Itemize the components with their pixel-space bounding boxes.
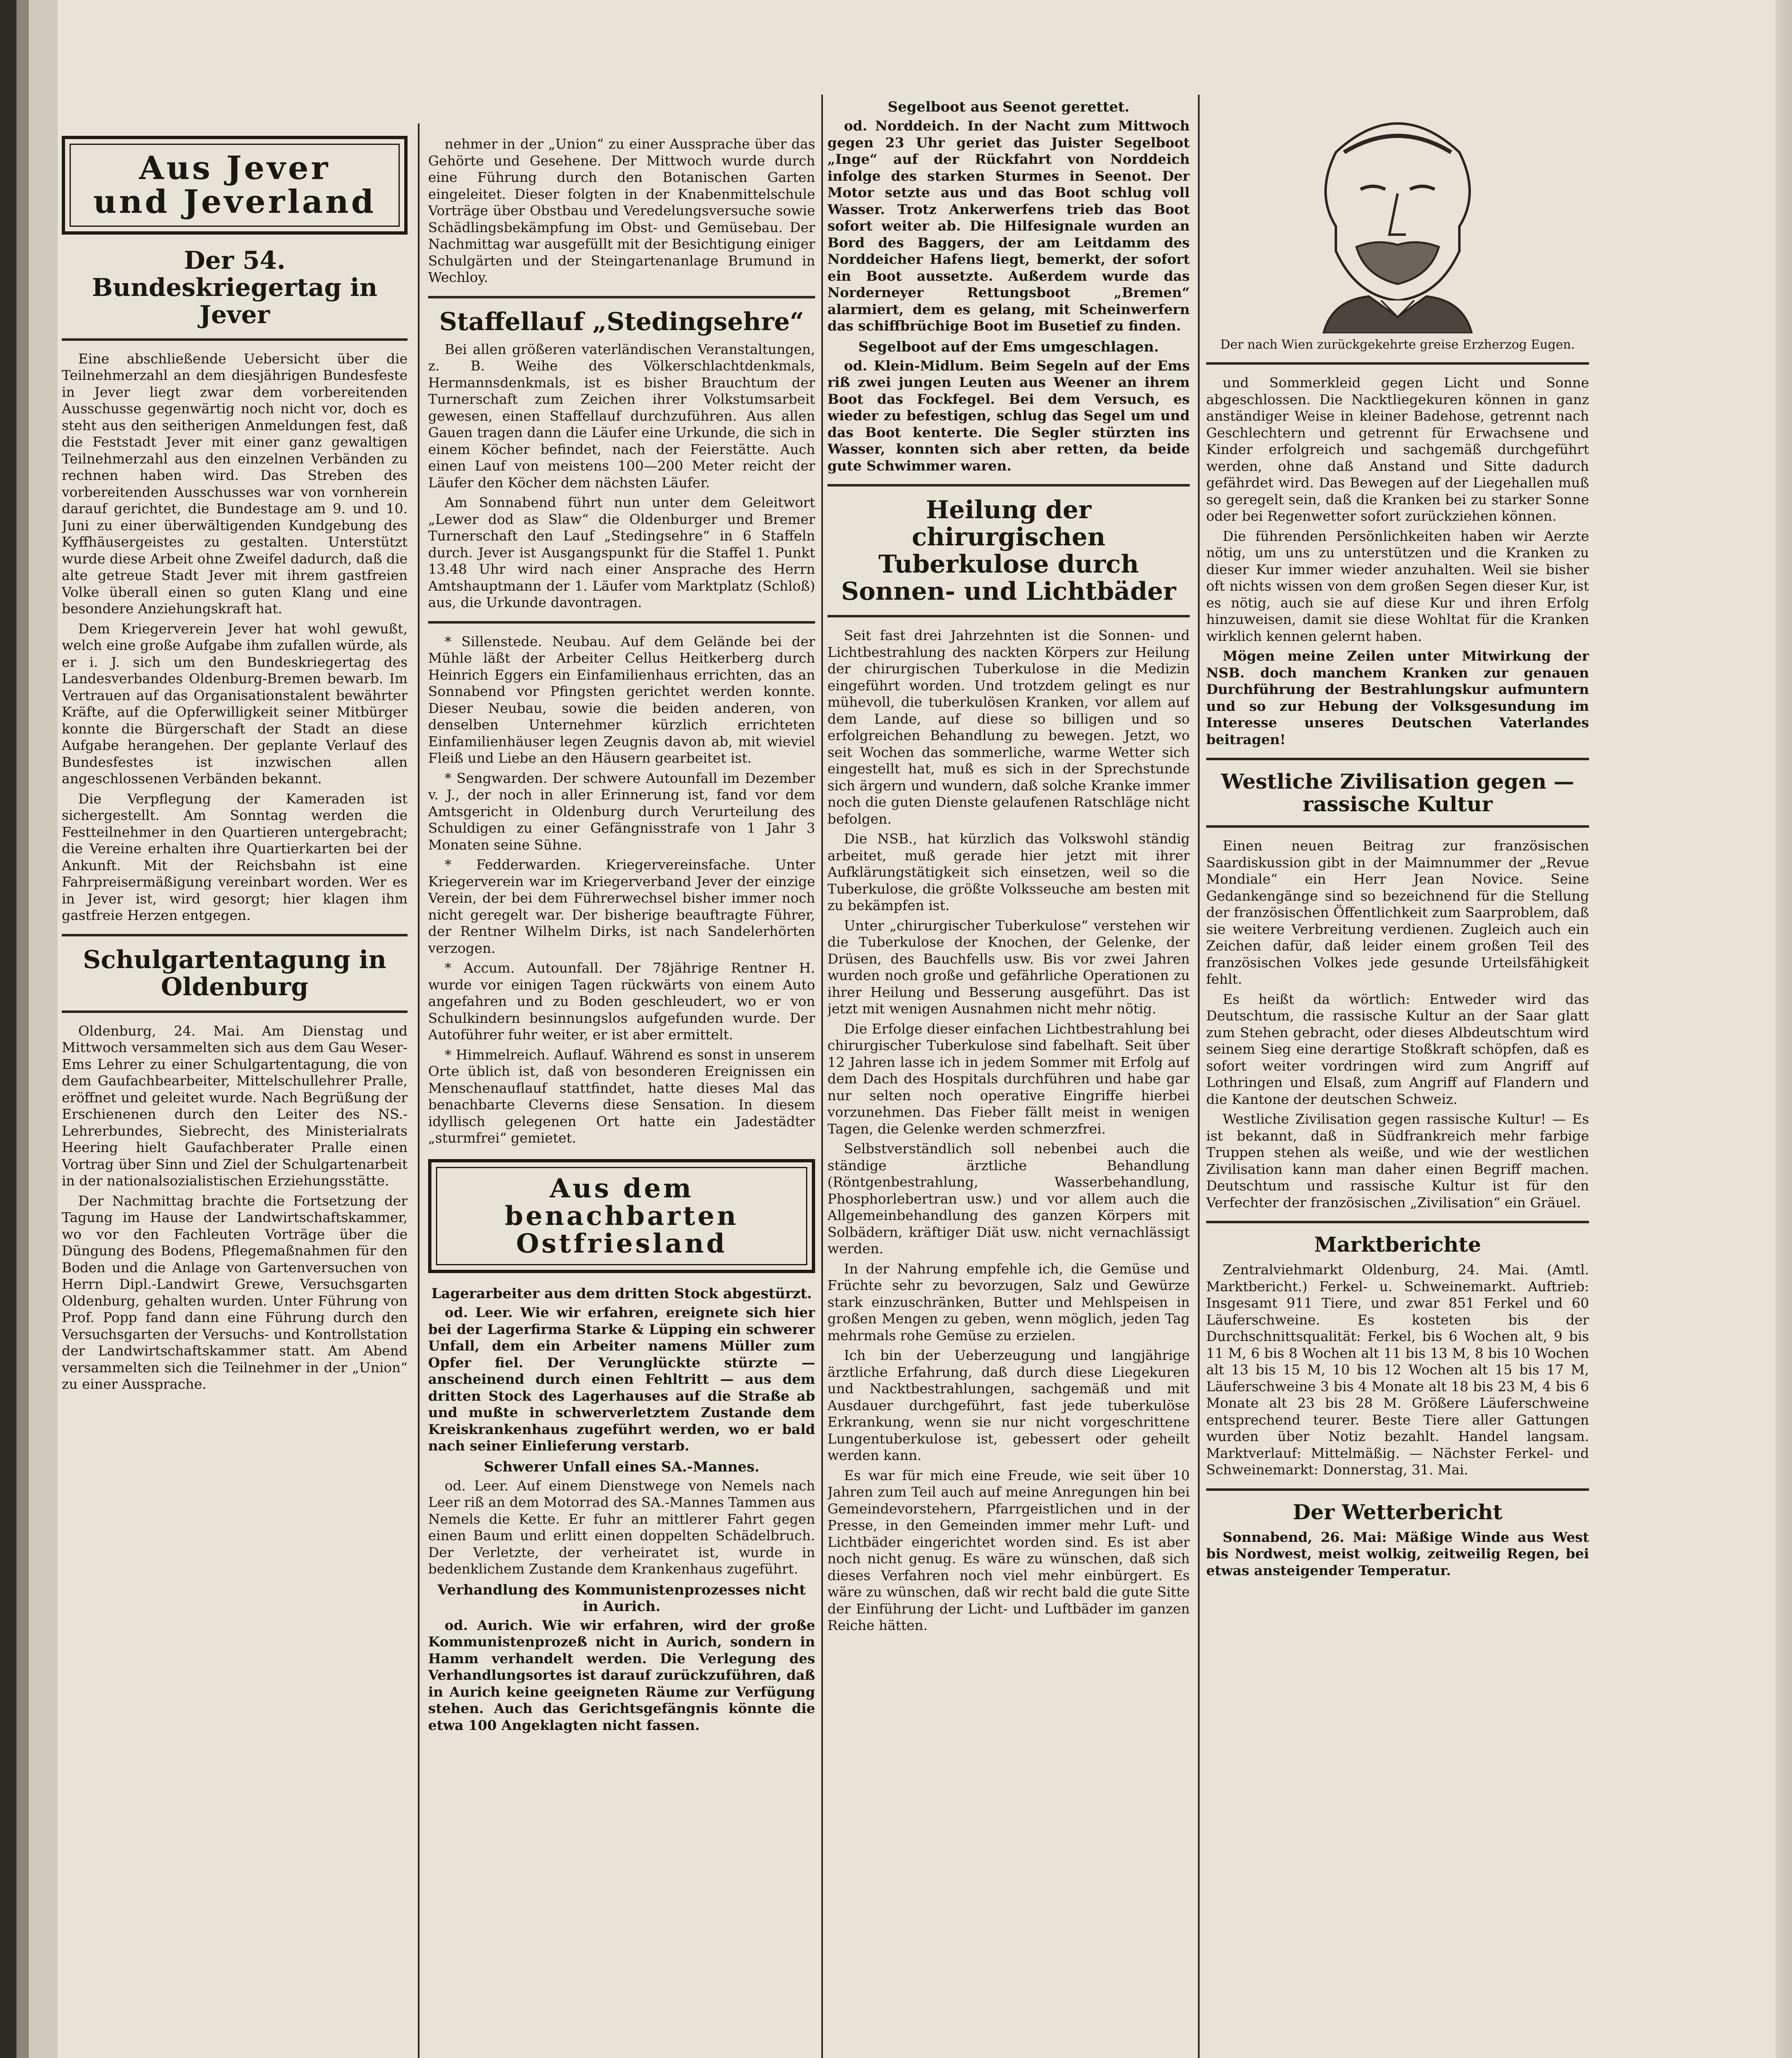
paragraph: Bei allen größeren vaterländischen Veranstaltungen, z. B. Weihe des Völkerschlachtdenkmals, Hermannsdenkmals, ist es bisher Brauchtum der Turnerschaft zum Zeichen ihrer Volkstumsarbeit gewesen, einen Staffellauf durchzuführen. Aus allen Gauen tragen dann die Läufer eine Urkunde, die sich in einem Köcher befindet, nach der Feierstätte. Auch einen Lauf von meistens 100—200 Meter reicht der Läufer den Köcher dem nächsten Läufer. <box>428 341 815 491</box>
paragraph: Es heißt da wörtlich: Entweder wird das Deutschtum, die rassische Kultur an der Saar glatt zum Stehen gebracht, oder dieses Albdeutschtum wird seinem Sieg eine derartige Stoßkraft schöpfen, daß es sofort weiter vordringen wird zum Angriff auf Lothringen und Elsaß, zum Angriff auf Flandern und die Kantone der deutschen Schweiz. <box>1206 991 1589 1107</box>
headline-lagerarbeiter: Lagerarbeiter aus dem dritten Stock abgestürzt. <box>431 1285 812 1302</box>
headline-zivilisation: Westliche Zivilisation gegen — rassische Kultur <box>1221 769 1574 816</box>
headline-staffellauf: Staffellauf „Stedingsehre“ <box>439 307 804 336</box>
rule <box>1206 1221 1589 1223</box>
section-header-jever <box>62 136 408 235</box>
rule <box>827 484 1190 487</box>
paragraph: Die Verpflegung der Kameraden ist sichergestellt. Am Sonntag werden die Festteilnehmer in den Quartieren untergebracht; die Vereine erhalten ihre Quartierkarten bei der Ankunft. Mit der Reichsbahn ist eine Fahrpreisermäßigung vereinbart worden. Wer es in Jever ist, wird gesorgt; hier klagen ihm gastfreie Herzen entgegen. <box>62 790 408 924</box>
portrait-caption: Der nach Wien zurückgekehrte greise Erzherzog Eugen. <box>1220 338 1575 352</box>
rule <box>428 621 815 624</box>
section-title-line-1: Aus dem benachbarten <box>505 1173 739 1232</box>
headline-heilung: Heilung der chirurgischen Tuberkulose durch Sonnen- und Lichtbäder <box>841 496 1176 606</box>
rule <box>827 615 1190 617</box>
right-page-edge <box>1776 0 1792 2058</box>
rule <box>1206 362 1589 365</box>
column-3 <box>827 95 1190 2058</box>
headline-schulgartentagung: Schulgartentagung in Oldenburg <box>83 945 387 1001</box>
paragraph: Die Erfolge dieser einfachen Lichtbestrahlung bei chirurgischer Tuberkulose sind fabelhaft. Seit über 12 Jahren lasse ich in jedem Sommer mit Erfolg auf dem Dach des Hospitals durchführen und habe gar nur selten noch operative Eingriffe hierbei vorzunehmen. Das Fieber fällt meist in wenigen Tagen, die Gelenke werden schmerzfrei. <box>827 1020 1190 1137</box>
section-title-line-2: und Jeverland <box>93 183 376 221</box>
column-rule-1 <box>418 123 419 2058</box>
rule <box>1206 1488 1589 1491</box>
paragraph: Sonnabend, 26. Mai: Mäßige Winde aus West bis Nordwest, meist wolkig, zeitweilig Regen, bei etwas ansteigender Temperatur. <box>1206 1529 1589 1578</box>
paragraph: Unter „chirurgischer Tuberkulose“ verstehen wir die Tuberkulose der Knochen, der Gelenke, der Drüsen, des Bauchfells usw. Bis vor zwei Jahren wurden noch große und gefährliche Operationen zu ihrer Heilung und Besserung ausgeführt. Das ist jetzt mit wenigen Ausnahmen nicht mehr nötig. <box>827 917 1190 1017</box>
section-title-line-2: Ostfriesland <box>516 1228 727 1259</box>
column-4 <box>1206 95 1589 2058</box>
paragraph: od. Leer. Auf einem Dienstwege von Nemels nach Leer riß an dem Motorrad des SA.-Mannes Tammen aus Nemels die Kette. Er fuhr an mittlerer Fahrt gegen einen Baum und erlitt einen doppelten Schädelbruch. Der Verletzte, der verheiratet ist, wurde in bedenklichem Zustande dem Krankenhaus zugeführt. <box>428 1477 815 1577</box>
paragraph: und Sommerkleid gegen Licht und Sonne abgeschlossen. Die Nacktliegekuren können in ganz anständiger Weise in kleiner Badehose, getrennt nach Geschlechtern und getrennt für Erwachsene und Kinder erfolgreich und sachgemäß durchgeführt werden, ohne daß Anstand und Sitte dadurch gefährdet wird. Das Bewegen auf der Liegehallen muß so geregelt sein, daß die Kranken bei zu starker Sonne oder bei Regenwetter sofort zurückziehen können. <box>1206 375 1589 524</box>
rule <box>428 296 815 298</box>
paragraph: Dem Kriegerverein Jever hat wohl gewußt, welch eine große Aufgabe ihm zufallen würde, als er i. J. sich um den Bundeskriegertag des Landesverbandes Oldenburg-Bremen bewarb. Im Vertrauen auf das Organisationstalent bewährter Kräfte, auf die Opferwilligkeit seiner Mitbürger konnte die Bürgerschaft der Stadt an diese Aufgabe herangehen. Der geplante Verlauf des Bundesfestes ist inzwischen allen angeschlossenen Verbänden bekannt. <box>62 620 408 787</box>
section-header-ostfriesland <box>428 1159 815 1273</box>
column-2 <box>428 136 815 2058</box>
headline-marktberichte: Marktberichte <box>1314 1232 1481 1257</box>
paragraph: Oldenburg, 24. Mai. Am Dienstag und Mittwoch versammelten sich aus dem Gau Weser-Ems Lehrer zu einer Schulgartentagung, die von dem Gaufachbearbeiter, Mittelschullehrer Pralle, eröffnet und geleitet wurde. Nach Begrüßung der Erschienenen durch den Leiter des NS.-Lehrerbundes, Siebrecht, des Ministerialrats Heering hielt Gaufachberater Pralle einen Vortrag über Sinn und Ziel der Schulgartenarbeit in der nationalsozialistischen Erziehungsstätte. <box>62 1022 408 1189</box>
paragraph: Westliche Zivilisation gegen rassische Kultur! — Es ist bekannt, daß in Südfrankreich mehr farbige Truppen stehen als weiße, und wie der westlichen Zivilisation kann man daher einen Begriff machen. Deutschtum und rassische Kultur ist für den Verfechter der französischen „Zivilisation“ ein Gräuel. <box>1206 1111 1589 1211</box>
headline-verhandlung: Verhandlung des Kommunistenprozesses nicht in Aurich. <box>437 1581 806 1615</box>
paragraph: Die NSB., hat kürzlich das Volkswohl ständig arbeitet, muß gerade hier jetzt mit ihrer Aufklärungstätigkeit sich einsetzen, weil so die Tuberkulose, die größte Volksseuche am besten mit zu bekämpfen ist. <box>827 831 1190 913</box>
column-1 <box>62 136 408 2058</box>
paragraph: Es war für mich eine Freude, wie seit über 10 Jahren zum Teil auch auf meine Anregungen hin bei Gemeindevorstehern, Pfarrgeistlichen und in der Presse, in den Gemeinden immer mehr Luft- und Lichtbäder eingerichtet worden sind. Es ist aber noch nicht genug. Es wäre zu wünschen, daß sich dieses Verfahren noch viel mehr einbürgert. Es wäre zu wünschen, daß wir recht bald die gute Sitte der Einführung der Licht- und Luftbäder im ganzen Reiche hätten. <box>827 1467 1190 1633</box>
headline-bundeskriegertag: Der 54. Bundeskriegertag in Jever <box>92 246 378 329</box>
paragraph: * Accum. Autounfall. Der 78jährige Rentner H. wurde vor einigen Tagen rückwärts von einem Auto angefahren und zu Boden geschleudert, wo er von Schulkindern besinnungslos aufgefunden wurde. Der Autoführer fuhr weiter, er ist aber ermittelt. <box>428 960 815 1043</box>
paragraph: nehmer in der „Union“ zu einer Aussprache über das Gehörte und Gesehene. Der Mittwoch wurde durch eine Führung durch den Botanischen Garten eingeleitet. Dieser folgten in der Knabenmittelschule Vorträge über Obstbau und Veredelungsversuche sowie Schädlingsbekämpfung im Obst- und Gemüsebau. Der Nachmittag war ausgefüllt mit der Besichtigung einiger Schulgärten und der Steingartenanlage Brumund in Wechloy. <box>428 136 815 285</box>
paragraph: od. Aurich. Wie wir erfahren, wird der große Kommunistenprozeß nicht in Aurich, sondern in Hamm verhandelt werden. Die Verlegung des Verhandlungsortes ist darauf zurückzuführen, daß in Aurich keine geeigneten Räume zur Verfügung stehen. Auch das Gerichtsgefängnis könnte die etwa 100 Angeklagten nicht fassen. <box>428 1617 815 1733</box>
rule <box>1206 758 1589 760</box>
rule <box>1206 825 1589 828</box>
paragraph: Selbstverständlich soll nebenbei auch die ständige ärztliche Behandlung (Röntgenbestrahlung, Wasserbehandlung, Phosphorlebertran usw.) und vor allem auch die Allgemeinbehandlung des ganzen Körpers mit Solbädern, kräftiger Diät usw. nicht vernachlässigt werden. <box>827 1141 1190 1257</box>
paragraph: Eine abschließende Uebersicht über die Teilnehmerzahl an dem diesjährigen Bundesfeste in Jever liegt zwar dem vorbereitenden Ausschusse gegenwärtig noch nicht vor, doch es steht aus den seitherigen Anmeldungen fest, daß die Feststadt Jever mit einer ganz gewaltigen Teilnehmerzahl aus den einzelnen Verbänden zu rechnen haben wird. Das Streben des vorbereitenden Ausschusses war von vornherein darauf gerichtet, die Bundestage am 9. und 10. Juni zu einer überwältigenden Kundgebung des Kyffhäusergeistes zu gestalten. Unterstützt wurde diese Arbeit ohne Zweifel dadurch, daß die alte getreue Stadt Jever mit ihrem gastfreien Volke überall einen so guten Klang und eine besondere Anziehungskraft hat. <box>62 350 408 617</box>
paragraph: od. Leer. Wie wir erfahren, ereignete sich hier bei der Lagerfirma Starke & Lüpping ein schwerer Unfall, dem ein Arbeiter namens Müller zum Opfer fiel. Der Verunglückte stürzte — anscheinend durch einen Fehltritt — aus dem dritten Stock des Lagerhauses auf die Straße ab und mußte in schwerverletztem Zustande dem Kreiskrankenhaus zugeführt werden, wo er bald nach seiner Einlieferung verstarb. <box>428 1304 815 1454</box>
headline-wetterbericht: Der Wetterbericht <box>1293 1499 1503 1524</box>
headline-unfall: Schwerer Unfall eines SA.-Mannes. <box>484 1458 760 1475</box>
paragraph: Am Sonnabend führt nun unter dem Geleitwort „Lewer dod as Slaw“ die Oldenburger und Bremer Turnerschaft den Lauf „Stedingsehre“ in 6 Staffeln durch. Jever ist Ausgangspunkt für die Staffel 1. Punkt 13.48 Uhr wird nach einer Ansprache des Herrn Amtshauptmann der 1. Läufer vom Marktplatz (Schloß) aus, die Urkunde davontragen. <box>428 494 815 610</box>
column-rule-3 <box>1198 95 1200 2058</box>
paragraph: Einen neuen Beitrag zur französischen Saardiskussion gibt in der Maimnummer der „Revue Mondiale“ ein Herr Jean Novice. Seine Gedankengänge sind so bezeichnend für die Stellung der französischen Öffentlichkeit zum Saarproblem, daß sie weitere Verbreitung verdienen. Zugleich auch ein Zeichen dafür, daß leider einem großen Teil des französischen Volkes jede gesunde Urteilsfähigkeit fehlt. <box>1206 838 1589 987</box>
paragraph: od. Klein-Midlum. Beim Segeln auf der Ems riß zwei jungen Leuten aus Weener an ihrem Boot das Fockfegel. Bei dem Versuch, es wieder zu befestigen, schlug das Segel um und das Boot kenterte. Die Segler stürzten ins Wasser, konnten sich aber retten, da beide gute Schwimmer waren. <box>827 357 1190 474</box>
rule <box>62 338 408 341</box>
portrait-illustration <box>1266 103 1529 333</box>
left-binding-edge <box>0 0 58 2058</box>
paragraph: Die führenden Persönlichkeiten haben wir Aerzte nötig, um uns zu unterstützen und die Kranken zu dieser Kur immer wieder anzuhalten. Weil sie bisher oft nichts wissen von dem großen Segen dieser Kur, ist es nötig, auch sie auf diese Kur und ihren Erfolg hinzuweisen, damit sie diese Wohltat für die Kranken wirklich kennen gelernt haben. <box>1206 528 1589 644</box>
paragraph: Zentralviehmarkt Oldenburg, 24. Mai. (Amtl. Marktbericht.) Ferkel- u. Schweinemarkt. Auftrieb: Insgesamt 911 Tiere, und zwar 851 Ferkel und 60 Läuferschweine. Es kosteten bis der Durchschnittsqualität: Ferkel, bis 6 Wochen alt, 9 bis 11 M, 6 bis 8 Wochen alt 11 bis 13 M, 8 bis 10 Wochen alt 13 bis 15 M, 10 bis 12 Wochen alt 15 bis 17 M, Läuferschweine 3 bis 4 Monate alt 18 bis 23 M, 4 bis 6 Monate alt 23 bis 28 M. Größere Läuferschweine entsprechend teurer. Beste Tiere aller Gattungen wurden über Notiz bezahlt. Handel langsam. Marktverlauf: Mittelmäßig. — Nächster Ferkel- und Schweinemarkt: Donnerstag, 31. Mai. <box>1206 1262 1589 1478</box>
paragraph: Mögen meine Zeilen unter Mitwirkung der NSB. doch manchem Kranken zur genauen Durchführung der Bestrahlungskur aufmuntern und so zur Hebung der Volksgesundung im Interesse unseres Deutschen Vaterlandes beitragen! <box>1206 648 1589 747</box>
headline-segelboot-ems: Segelboot auf der Ems umgeschlagen. <box>858 338 1159 355</box>
headline-segelboot: Segelboot aus Seenot gerettet. <box>888 99 1130 115</box>
paragraph: * Himmelreich. Auflauf. Während es sonst in unserem Orte üblich ist, daß von besonderen Ereignissen ein Menschenauflauf stattfindet, hatte dieses Mal das benachbarte Cleverns diese Sensation. In diesem idyllisch gelegenen Ort hatte ein Jadestädter „sturmfrei“ gemietet. <box>428 1046 815 1146</box>
paragraph: * Sengwarden. Der schwere Autounfall im Dezember v. J., der noch in aller Erinnerung ist, fand vor dem Amtsgericht in Oldenburg durch Verurteilung des Schuldigen zu einer Gefängnisstrafe von 1 Jahr 3 Monaten seine Sühne. <box>428 770 815 853</box>
paragraph: od. Norddeich. In der Nacht zum Mittwoch gegen 23 Uhr geriet das Juister Segelboot „Inge“ auf der Rückfahrt von Norddeich infolge des starken Sturmes in Seenot. Der Motor setzte aus und das Boot schlug voll Wasser. Trotz Ankerwerfens trieb das Boot sofort weiter ab. Die Hilfesignale wurden an Bord des Baggers, der am Leitdamm des Norddeicher Hafens liegt, bemerkt, der sofort ein Boot aussetzte. Außerdem wurde das Norderneyer Rettungsboot „Bremen“ alarmiert, dem es gelang, mit Scheinwerfern das schiffbrüchige Boot im Busetief zu finden. <box>827 118 1190 334</box>
rule <box>62 934 408 936</box>
paragraph: * Sillenstede. Neubau. Auf dem Gelände bei der Mühle läßt der Arbeiter Cellus Heitkerberg durch Heinrich Eggers ein Einfamilienhaus errichten, das an Sonnabend vor Pfingsten gerichtet werden konnte. Dieser Neubau, sowie die beiden anderen, von denselben Unternehmer kürzlich errichteten Einfamilienhäuser legen Zeugnis davon ab, mit wieviel Fleiß und Liebe an den Häusern gearbeitet ist. <box>428 633 815 766</box>
rule <box>62 1010 408 1013</box>
column-rule-2 <box>821 95 823 2058</box>
paragraph: In der Nahrung empfehle ich, die Gemüse und Früchte sehr zu bevorzugen, Salz und Gewürze stark einzuschränken, Butter und Mehlspeisen in großen Mengen zu geben, wenn möglich, jeden Tag mehrmals rohe Gemüse zu erzielen. <box>827 1260 1190 1343</box>
paragraph: Seit fast drei Jahrzehnten ist die Sonnen- und Lichtbestrahlung des nackten Körpers zur Heilung der chirurgischen Tuberkulose in die Medizin eingeführt worden. Und trotzdem gelingt es nur mühevoll, die tuberkulösen Kranken, vor allem auf dem Lande, auf diese so billigen und so erfolgreichen Behandlung zu bewegen. Jetzt, wo seit Wochen das sommerliche, warme Wetter sich eingestellt hat, muß es sich in der Sprechstunde sich ärgern und wundern, daß solche Kranke immer noch die guten Dienste gelaufenen Ratschläge nicht befolgen. <box>827 627 1190 827</box>
paragraph: Der Nachmittag brachte die Fortsetzung der Tagung im Hause der Landwirtschaftskammer, wo vor den Fachleuten Vorträge über die Düngung des Bodens, Pflegemaßnahmen für den Boden und die Anlage von Gartenversuchen von Herrn Dipl.-Landwirt Grewe, Versuchsgarten Oldenburg, gehalten wurden. Unter Führung von Prof. Popp fand dann eine Führung durch den Versuchsgarten der Versuchs- und Kontrollstation der Landwirtschaftskammer statt. Am Abend versammelten sich die Teilnehmer in der „Union“ zu einer Aussprache. <box>62 1192 408 1392</box>
paragraph: Ich bin der Ueberzeugung und langjährige ärztliche Erfahrung, daß durch diese Liegekuren und Nacktbestrahlungen, sachgemäß und mit Ausdauer durchgeführt, fast jede tuberkulöse Erkrankung, wenn sie nur nicht vorgeschrittene Lungentuberkulose ist, gebessert oder geheilt werden kann. <box>827 1347 1190 1463</box>
paragraph: * Fedderwarden. Kriegervereinsfache. Unter Kriegerverein war im Kriegerverband Jever der einzige Verein, der bei dem Führerwechsel bisher immer noch nicht geregelt war. Der bisherige beauftragte Führer, der Rentner Wilhelm Dirks, ist nach Sandelerhörten verzogen. <box>428 857 815 956</box>
section-title-line-1: Aus Jever <box>139 149 331 187</box>
